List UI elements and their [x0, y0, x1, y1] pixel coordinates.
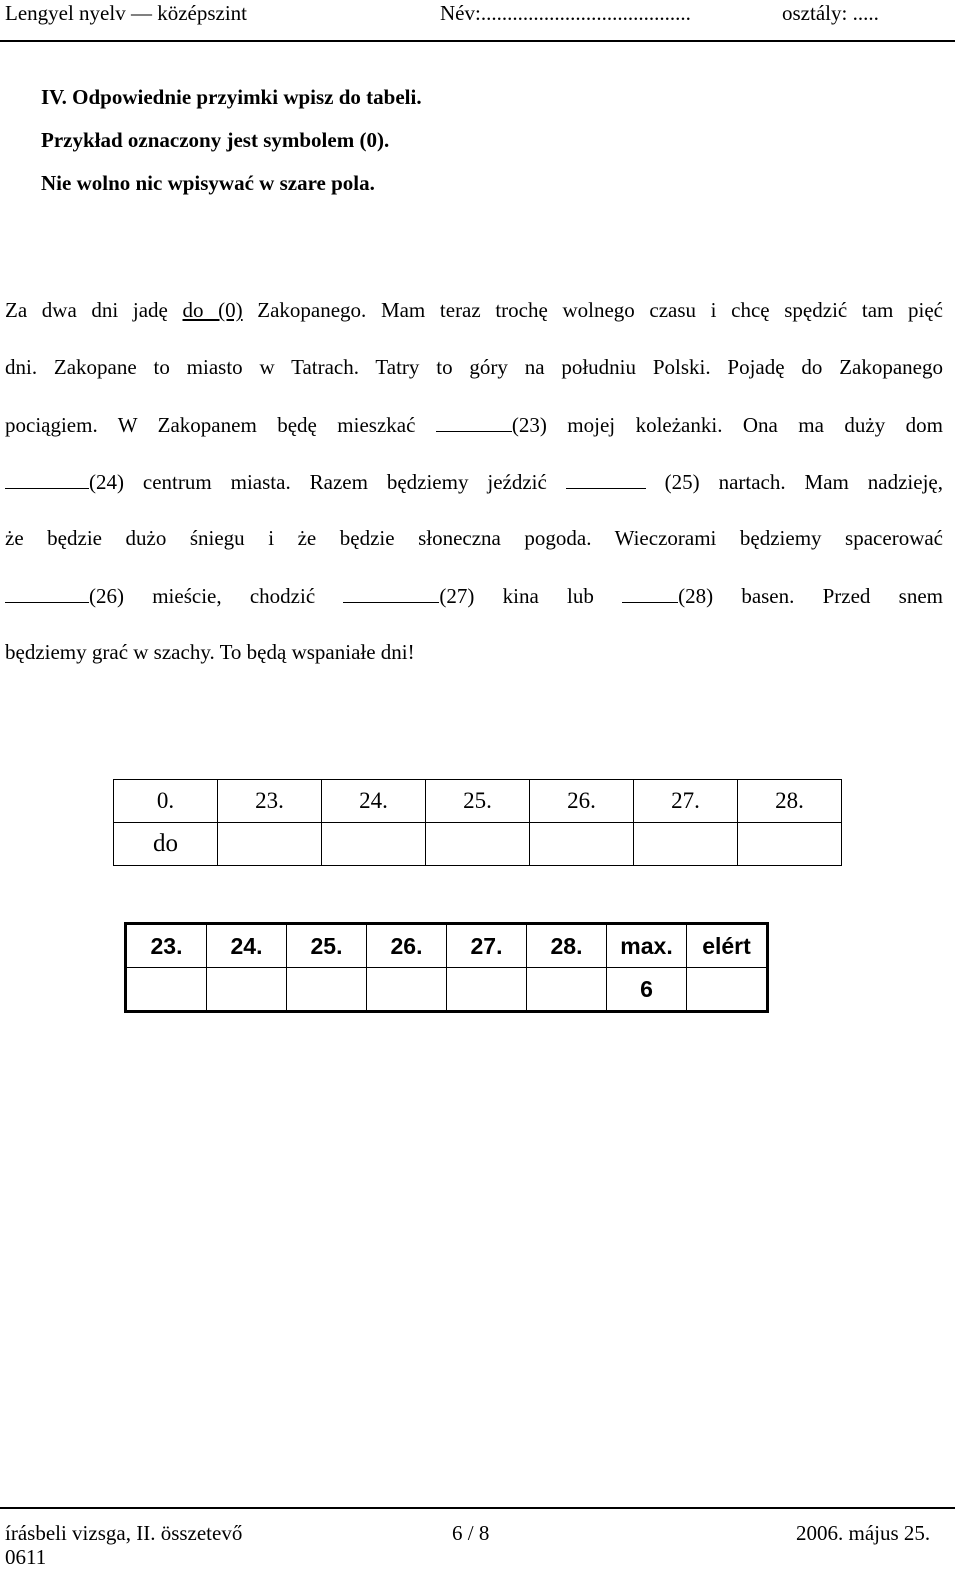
score-table-value-row: [126, 968, 768, 1012]
passage-line-1: [5, 297, 943, 323]
header-class-field: osztály: .....: [782, 1, 879, 25]
answer-header-cell: 23.: [218, 780, 322, 823]
passage-text: (24) centrum miasta. Razem będziemy jeździć: [89, 470, 566, 494]
score-header-achieved: elért: [687, 924, 768, 968]
passage-line-6: [5, 582, 943, 609]
answer-cell-example: do: [114, 823, 218, 866]
instruction-line-3: Nie wolno nic wpisywać w szare pola.: [41, 171, 375, 195]
passage-text: (27) kina lub: [439, 584, 623, 608]
answer-table: [113, 779, 842, 866]
blank-23: [436, 411, 512, 432]
score-cell[interactable]: [367, 968, 447, 1012]
score-header-cell: 28.: [527, 924, 607, 968]
footer-exam-label: írásbeli vizsga, II. összetevő: [5, 1521, 243, 1545]
score-header-cell: 23.: [126, 924, 207, 968]
passage-text: (28) basen. Przed snem: [678, 584, 943, 608]
answer-cell-28[interactable]: [738, 823, 842, 866]
answer-header-cell: 26.: [530, 780, 634, 823]
passage-text: Zakopanego. Mam teraz trochę wolnego czasu i chcę spędzić tam pięć: [242, 298, 943, 322]
score-cell[interactable]: [287, 968, 367, 1012]
answer-table-answer-row: [114, 823, 842, 866]
blank-28: [622, 582, 678, 603]
score-cell[interactable]: [527, 968, 607, 1012]
page-header: [0, 0, 954, 36]
answer-header-cell: 27.: [634, 780, 738, 823]
blank-25: [566, 468, 646, 489]
passage-line-4: [5, 468, 943, 495]
score-header-cell: 25.: [287, 924, 367, 968]
score-header-cell: 26.: [367, 924, 447, 968]
blank-24: [5, 468, 89, 489]
answer-table-header-row: [114, 780, 842, 823]
answer-cell-23[interactable]: [218, 823, 322, 866]
footer-page-number: 6 / 8: [452, 1521, 490, 1545]
footer-rule: [0, 1507, 955, 1509]
answer-cell-25[interactable]: [426, 823, 530, 866]
score-header-max: max.: [607, 924, 687, 968]
passage-text: (26) mieście, chodzić: [89, 584, 344, 608]
blank-27: [343, 582, 439, 603]
answer-header-cell: 25.: [426, 780, 530, 823]
header-rule: [0, 40, 955, 42]
example-answer: do (0): [182, 298, 243, 322]
footer-code: 0611: [5, 1545, 47, 1569]
passage-text: (25) nartach. Mam nadzieję,: [645, 470, 943, 494]
score-table-header-row: [126, 924, 768, 968]
score-table: [124, 922, 769, 1013]
score-cell[interactable]: [447, 968, 527, 1012]
passage-line-5: że będzie dużo śniegu i że będzie słoneczna pogoda. Wieczorami będziemy spacerować: [5, 526, 943, 550]
score-header-cell: 27.: [447, 924, 527, 968]
instruction-line-1: IV. Odpowiednie przyimki wpisz do tabeli.: [41, 85, 422, 109]
passage-text: pociągiem. W Zakopanem będę mieszkać: [5, 413, 436, 437]
passage-line-7: będziemy grać w szachy. To będą wspaniałe dni!: [5, 640, 415, 664]
answer-cell-27[interactable]: [634, 823, 738, 866]
score-achieved-value[interactable]: [687, 968, 768, 1012]
answer-cell-24[interactable]: [322, 823, 426, 866]
header-subject: Lengyel nyelv — középszint: [5, 1, 248, 25]
answer-header-cell: 28.: [738, 780, 842, 823]
score-cell[interactable]: [126, 968, 207, 1012]
passage-text: (23) mojej koleżanki. Ona ma duży dom: [511, 413, 943, 437]
header-name-field: Név:........................................: [440, 1, 691, 25]
passage-line-3: [5, 411, 943, 438]
score-max-value: 6: [607, 968, 687, 1012]
instruction-line-2: Przykład oznaczony jest symbolem (0).: [41, 128, 390, 152]
score-cell[interactable]: [207, 968, 287, 1012]
answer-cell-26[interactable]: [530, 823, 634, 866]
passage-line-2: dni. Zakopane to miasto w Tatrach. Tatry to góry na południu Polski. Pojadę do Zakopanego: [5, 355, 943, 379]
answer-header-cell: 0.: [114, 780, 218, 823]
score-header-cell: 24.: [207, 924, 287, 968]
answer-header-cell: 24.: [322, 780, 426, 823]
footer-date: 2006. május 25.: [796, 1521, 931, 1545]
passage-text: Za dwa dni jadę: [5, 298, 183, 322]
blank-26: [5, 582, 89, 603]
